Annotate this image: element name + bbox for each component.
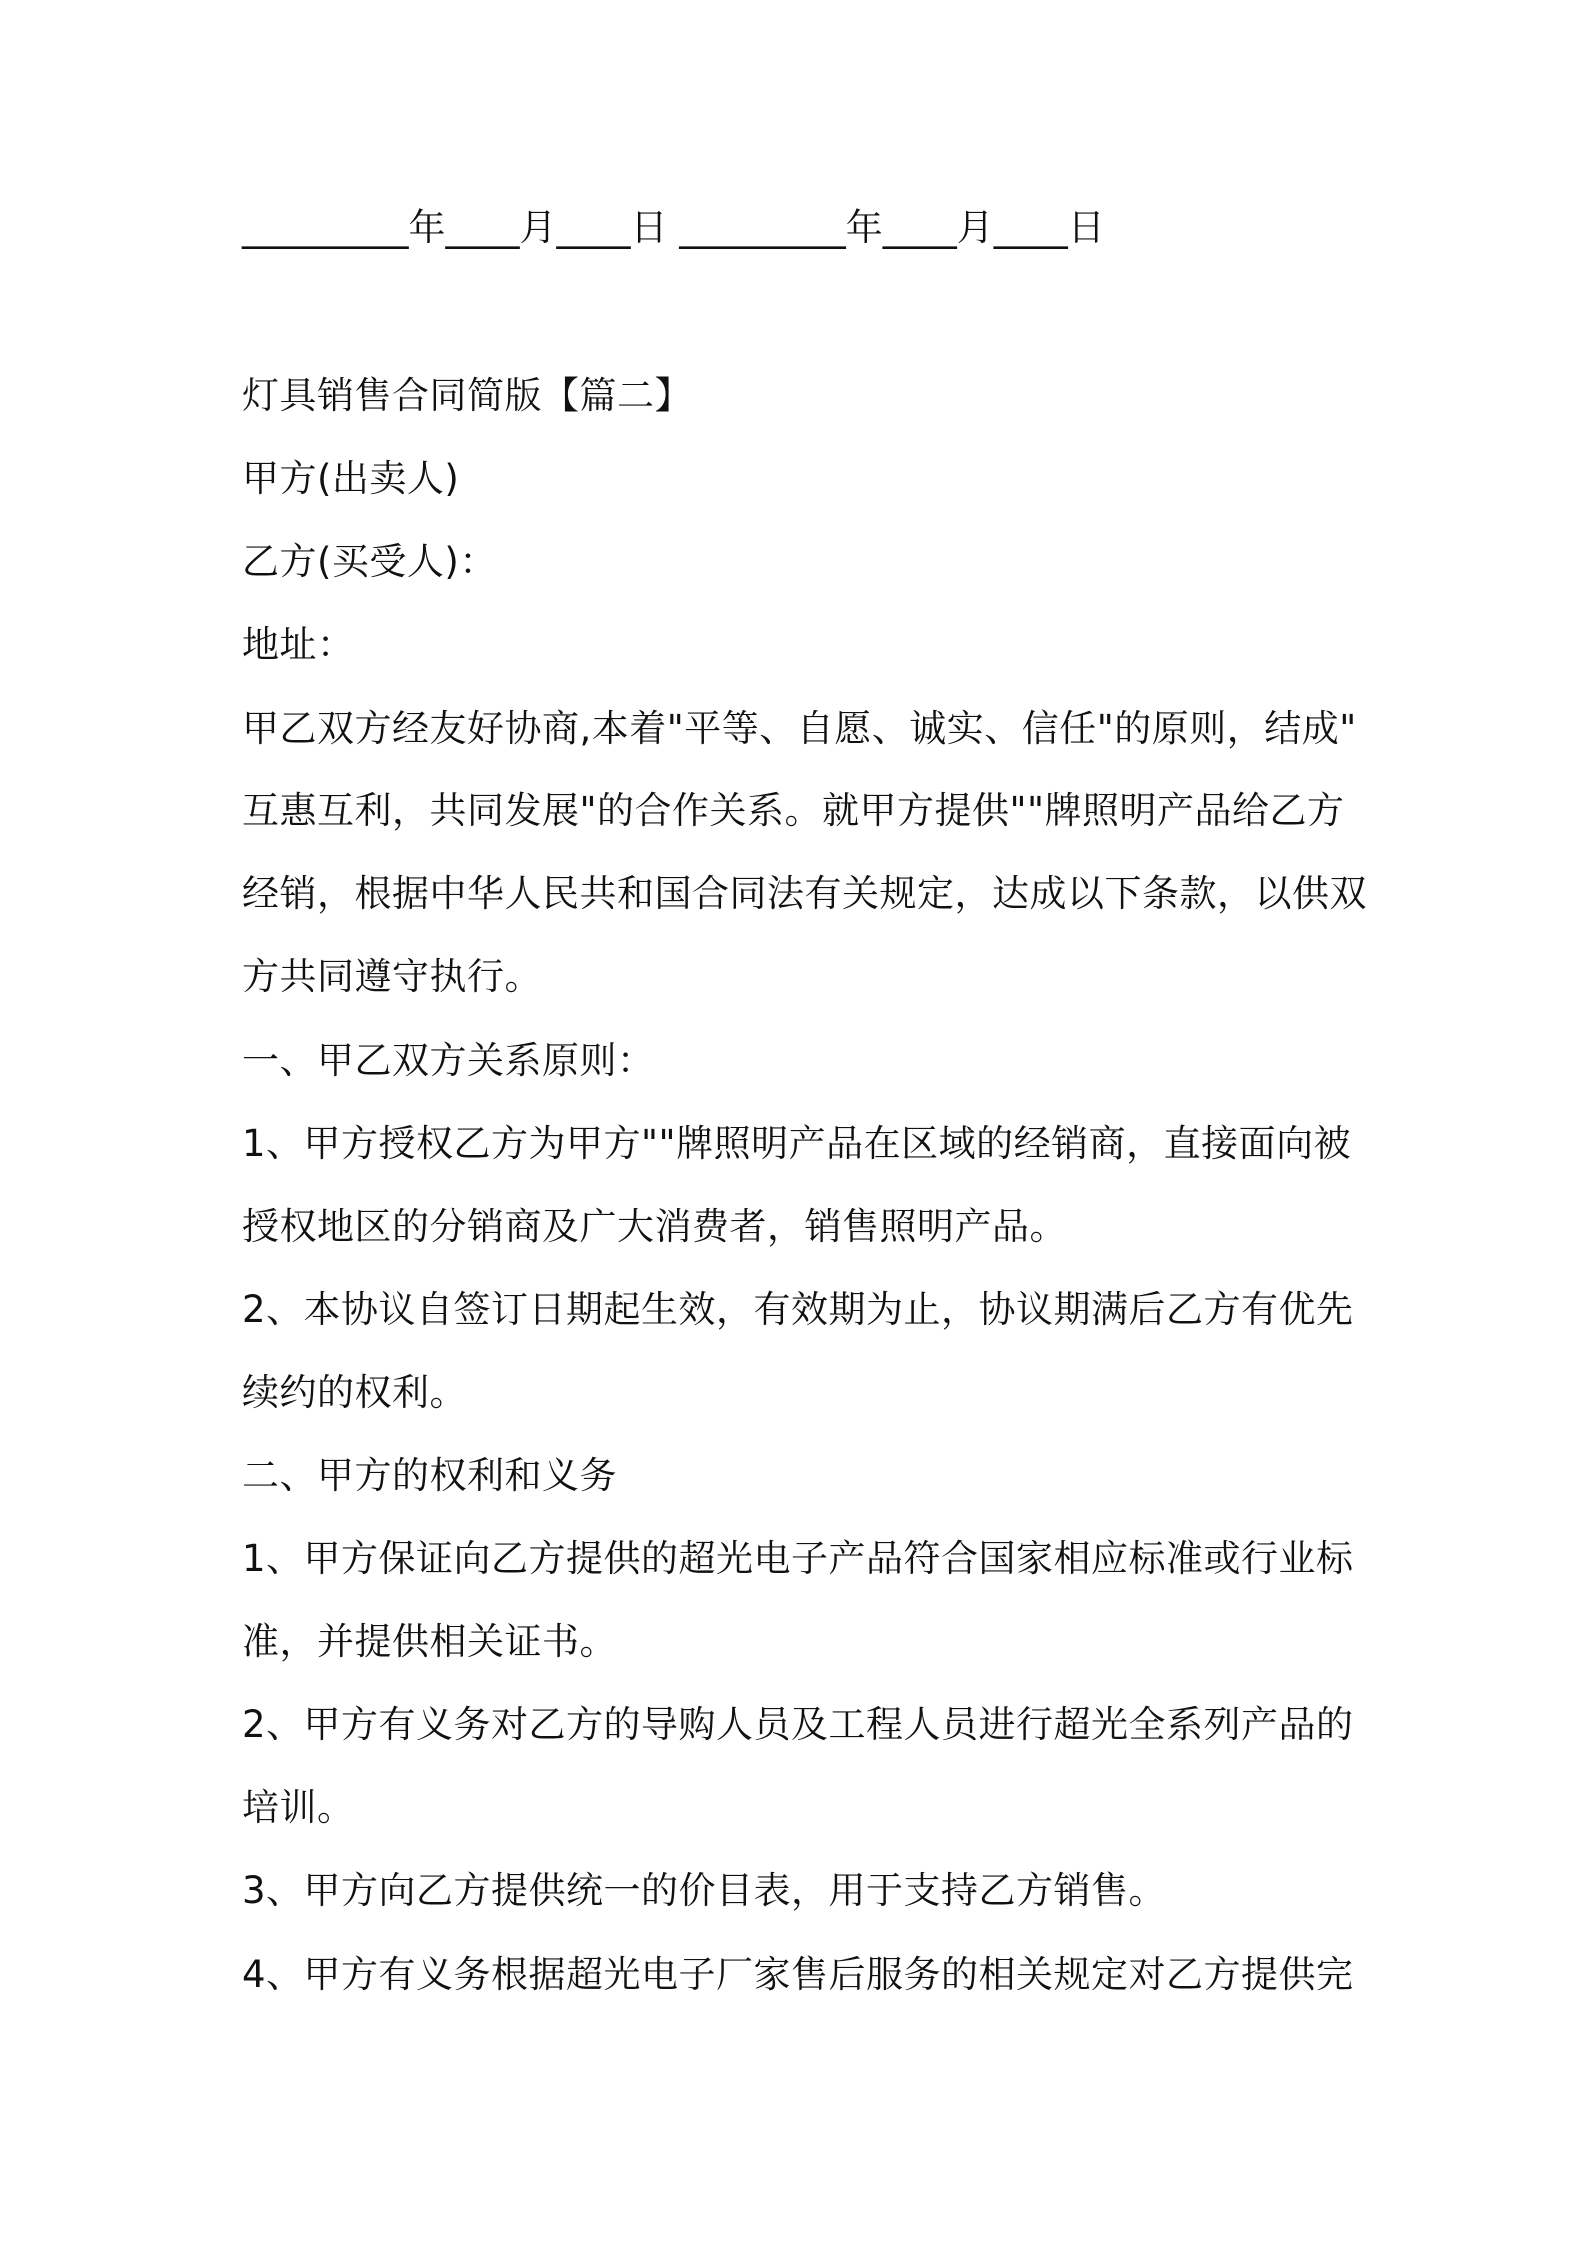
clause-1-2-line-1: 2、本协议自签订日期起生效，有效期为止，协议期满后乙方有优先: [242, 1288, 1354, 1331]
party-a-line: 甲方(出卖人): [242, 457, 460, 500]
section-title: 灯具销售合同简版【篇二】: [242, 374, 692, 417]
preamble-line-4: 方共同遵守执行。: [242, 955, 542, 998]
signature-date-line: _________年____月____日 _________年____月____日: [242, 206, 1105, 249]
section-heading-1: 一、甲乙双方关系原则：: [242, 1039, 655, 1082]
clause-1-1-line-2: 授权地区的分销商及广大消费者，销售照明产品。: [242, 1205, 1067, 1248]
preamble-line-1: 甲乙双方经友好协商,本着"平等、自愿、诚实、信任"的原则，结成": [242, 707, 1357, 750]
clause-2-3-line: 3、甲方向乙方提供统一的价目表，用于支持乙方销售。: [242, 1869, 1167, 1912]
clause-1-1-line-1: 1、甲方授权乙方为甲方""牌照明产品在区域的经销商，直接面向被: [242, 1122, 1352, 1165]
preamble-line-2: 互惠互利，共同发展"的合作关系。就甲方提供""牌照明产品给乙方: [242, 789, 1345, 832]
preamble-line-3: 经销，根据中华人民共和国合同法有关规定，达成以下条款，以供双: [242, 872, 1367, 915]
clause-2-2-line-1: 2、甲方有义务对乙方的导购人员及工程人员进行超光全系列产品的: [242, 1703, 1354, 1746]
clause-2-2-line-2: 培训。: [242, 1786, 355, 1829]
clause-1-2-line-2: 续约的权利。: [242, 1371, 467, 1414]
clause-2-1-line-2: 准，并提供相关证书。: [242, 1620, 617, 1663]
clause-2-4-line-1: 4、甲方有义务根据超光电子厂家售后服务的相关规定对乙方提供完: [242, 1953, 1354, 1996]
party-b-line: 乙方(买受人)：: [242, 540, 497, 583]
address-line: 地址：: [242, 623, 355, 666]
clause-2-1-line-1: 1、甲方保证向乙方提供的超光电子产品符合国家相应标准或行业标: [242, 1537, 1354, 1580]
section-heading-2: 二、甲方的权利和义务: [242, 1454, 617, 1497]
